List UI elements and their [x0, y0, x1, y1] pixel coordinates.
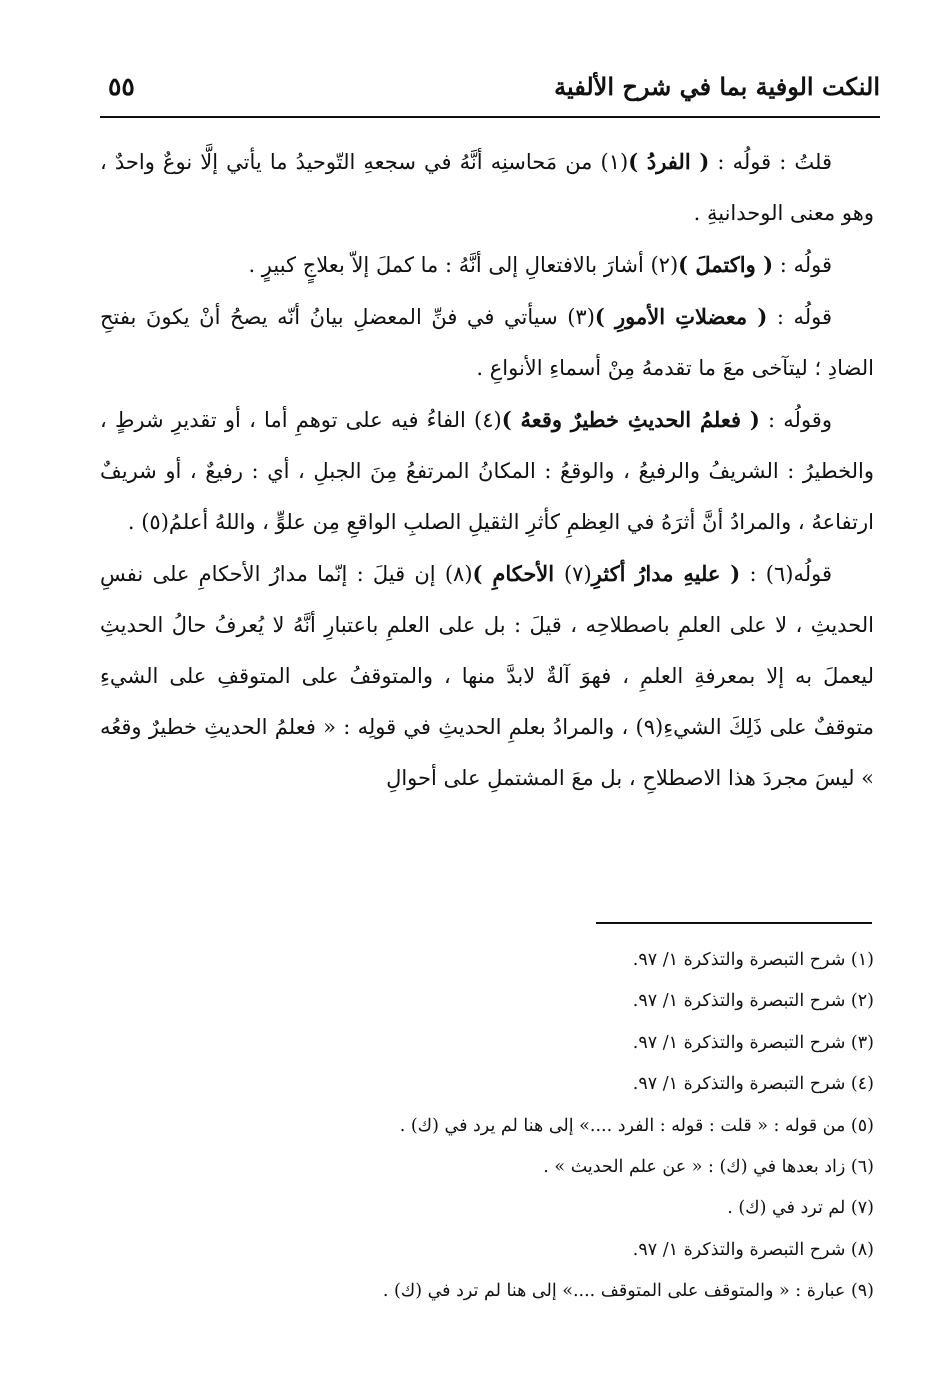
- paragraph-3: [100, 291, 874, 394]
- footnote-4: (٤) شرح التبصرة والتذكرة ١/ ٩٧.: [632, 1074, 874, 1095]
- p1-lead: قلتُ : قولُه :: [709, 150, 832, 174]
- paragraph-4: [100, 394, 874, 548]
- page-header: [108, 60, 880, 112]
- p4-lemma: ( فعلمُ الحديثِ خطيرٌ وقعهُ ): [501, 407, 760, 432]
- header-rule: [100, 116, 880, 118]
- p1-text: من مَحاسنِه أنَّهُ في سجعهِ التّوحيدُ ما يأتي إلَّا نوعٌ واحدٌ ، وهو معنى الوحدانيةِ .: [100, 150, 874, 225]
- p4-lead: وقولُه :: [759, 408, 832, 432]
- p2-lead: قولُه :: [773, 253, 832, 277]
- p1-lemma: ( الفردُ ): [628, 149, 710, 174]
- footnote-ref-9: (٩): [635, 715, 664, 739]
- running-title: النكت الوفية بما في شرح الألفية: [554, 71, 880, 101]
- footnote-ref-4: (٤): [474, 408, 502, 432]
- footnote-5: (٥) من قوله : « قلت : قوله : الفرد ....» إلى هنا لم يرد في (ك) .: [399, 1115, 874, 1136]
- footnote-rule: [596, 922, 872, 924]
- footnote-ref-6: (٦): [765, 562, 794, 586]
- p4-text: الفاءُ فيه على توهمِ أما ، أو تقديرِ شرطٍ ، والخطيرُ : الشريفُ والرفيعُ ، والوقعُ : المكانُ المرتفعُ مِنَ الجبلِ ، أي : رفيعٌ ، أو شريفٌ ارتفاعهُ ، والمرادُ أنَّ أثرَهُ في العِظمِ كأثرِ الثقيلِ الصلبِ الواقعِ مِن علوٍّ ، واللهُ أعلمُ: [100, 408, 874, 534]
- main-text: [100, 136, 874, 804]
- p3-lemma: ( معضلاتِ الأمورِ ): [594, 304, 768, 329]
- footnote-1: (١) شرح التبصرة والتذكرة ١/ ٩٧.: [632, 950, 874, 970]
- p5-lemma-a: ( عليهِ مدارُ أكثرِ: [591, 561, 741, 586]
- footnote-ref-1: (١): [600, 150, 629, 174]
- footnote-ref-2: (٢): [650, 253, 679, 277]
- p3-text: سيأتي في فنِّ المعضلِ بيانُ أنّه يصحُ أنْ يكونَ بفتحِ الضادِ ؛ ليتآخى معَ ما تقدمهُ مِنْ أسماءِ الأنواعِ .: [100, 305, 874, 380]
- p5-text-b: ، والمرادُ بعلمِ الحديثِ في قولِه : « فعلمُ الحديثِ خطيرٌ وقعُه » ليسَ مجردَ هذا الاصطلاحِ ، بل معَ المشتملِ على أحوالِ: [100, 715, 874, 790]
- p5-lead: قولُه: [793, 562, 832, 586]
- p2-text: أشارَ بالافتعالِ إلى أنَّهُ : ما كملَ إلاّ بعلاجٍ كبيرٍ .: [248, 253, 651, 277]
- p5-lemma-b: الأحكامِ ): [472, 561, 564, 586]
- footnote-ref-8: (٨): [444, 562, 473, 586]
- footnote-8: (٨) شرح التبصرة والتذكرة ١/ ٩٧.: [632, 1239, 874, 1260]
- paragraph-5: [100, 548, 874, 804]
- p4-end: .: [127, 510, 142, 534]
- footnote-7: (٧) لم ترد في (ك) .: [727, 1198, 874, 1219]
- p5-text-a: إن قيلَ : إنّما مدارُ الأحكامِ على نفسِ الحديثِ ، لا على العلمِ باصطلاحِه ، قيلَ : بل على العلمِ باعتبارِ أنَّهُ لا يُعرفُ حالُ الحديثِ ليعملَ به إلا بمعرفةِ العلمِ ، فهوَ آلةٌ لابدَّ منها ، والمتوقفُ على المتوقفِ على الشيءِ متوقفٌ على ذَلِكَ الشيءِ: [100, 562, 875, 739]
- footnote-2: (٢) شرح التبصرة والتذكرة ١/ ٩٧.: [632, 991, 874, 1012]
- p5-colon: :: [740, 562, 766, 586]
- footnote-ref-5: (٥): [141, 510, 169, 534]
- p2-lemma: ( واكتملَ ): [678, 252, 774, 277]
- footnote-6: (٦) زاد بعدها في (ك) : « عن علم الحديث » .: [543, 1157, 874, 1178]
- footnote-3: (٣) شرح التبصرة والتذكرة ١/ ٩٧.: [632, 1032, 874, 1053]
- footnote-9: (٩) عبارة : « والمتوقف على المتوقف ....» إلى هنا لم ترد في (ك) .: [382, 1281, 874, 1302]
- paragraph-2: [100, 239, 874, 291]
- p3-lead: قولُه :: [767, 305, 832, 329]
- footnote-ref-7: (٧): [563, 562, 592, 586]
- footnote-ref-3: (٣): [567, 305, 595, 329]
- page-number: ٥٥: [108, 71, 135, 101]
- paragraph-1: [100, 136, 874, 239]
- footnotes: [100, 940, 874, 1313]
